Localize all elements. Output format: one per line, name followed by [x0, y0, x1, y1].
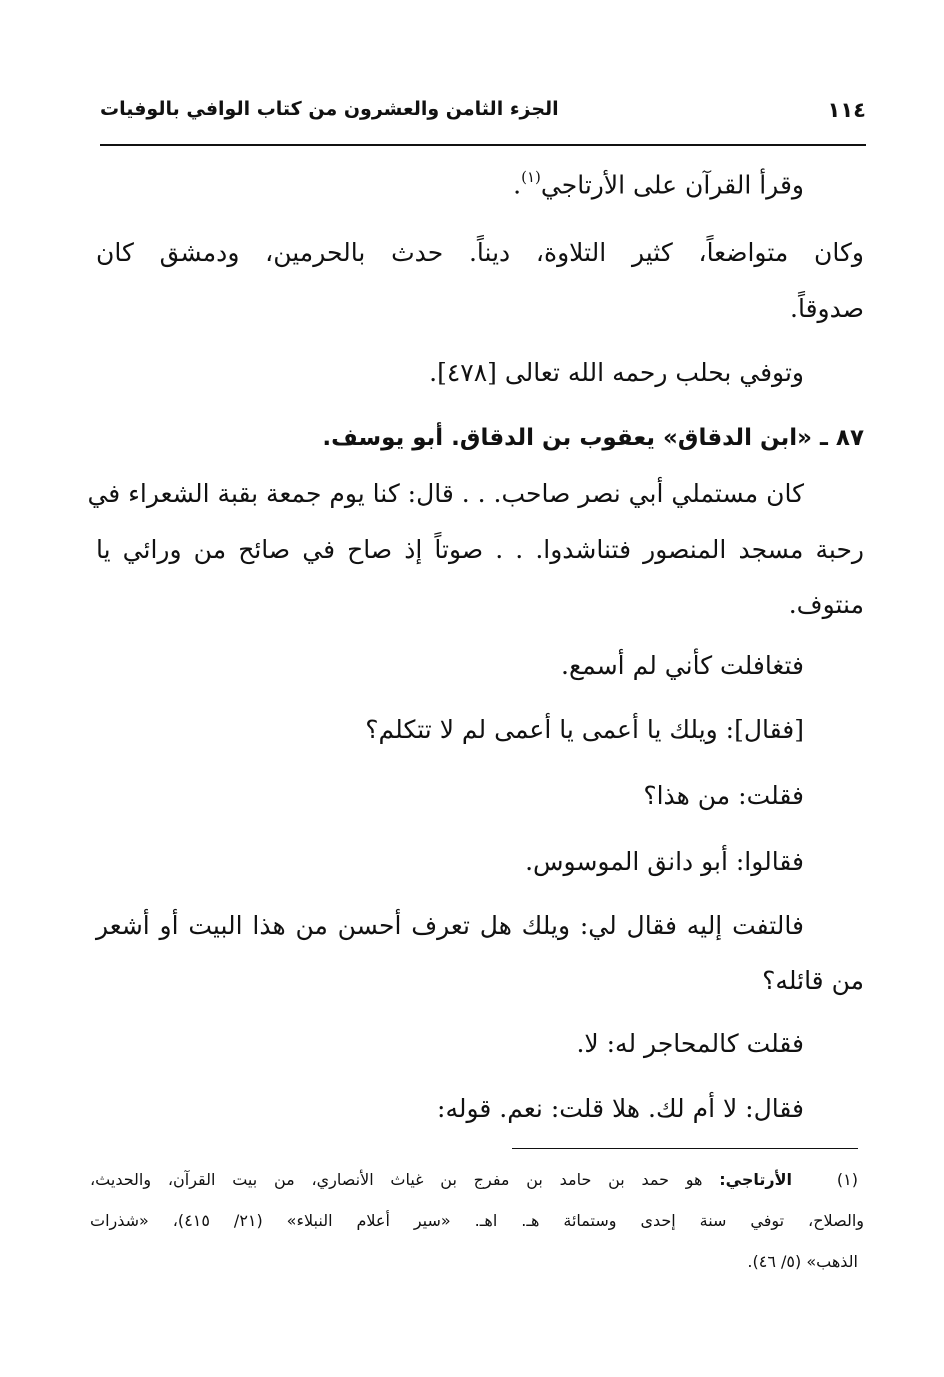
footnote-line-1: [90, 1170, 792, 1189]
body-line-15: فقال: لا أم لك. هلا قلت: نعم. قوله:: [437, 1094, 804, 1123]
body-line-13: من قائله؟: [762, 966, 864, 995]
body-line-9: [فقال]: ويلك يا أعمى يا أعمى لم لا تتكلم؟: [365, 715, 804, 744]
footnote-line-2: والصلاح، توفي سنة إحدى وستمائة هـ. اهـ. «سير أعلام النبلاء» (٢١/ ٤١٥)، «شذرات: [90, 1211, 865, 1230]
body-line-6: رحبة مسجد المنصور فتناشدوا. . . صوتاً إذ صاح في صائح من ورائي يا: [96, 535, 864, 564]
body-line-12: فالتفت إليه فقال لي: ويلك هل تعرف أحسن من هذا البيت أو أشعر: [96, 911, 804, 940]
page-number: ١١٤: [827, 98, 866, 122]
header-rule: [100, 144, 866, 146]
footnote-name: الأرتاجي:: [719, 1170, 792, 1189]
footnote-line-1-text: هو حمد بن حامد بن مفرج بن غياث الأنصاري، من بيت القرآن، والحديث،: [90, 1170, 703, 1189]
body-line-14: فقلت كالمحاجر له: لا.: [576, 1029, 804, 1058]
footnote-marker: (١): [836, 1170, 858, 1189]
body-line-1-end: .: [513, 170, 522, 200]
footnote-ref-1[interactable]: (١): [521, 168, 541, 186]
body-line-3: صدوقاً.: [790, 294, 864, 323]
body-line-8: فتغافلت كأني لم أسمع.: [561, 651, 804, 680]
footnote-line-3: الذهب» (٥/ ٤٦).: [747, 1252, 858, 1271]
body-line-10: فقلت: من هذا؟: [643, 781, 804, 810]
body-line-5: كان مستملي أبي نصر صاحب. . . قال: كنا يوم جمعة بقبة الشعراء في: [87, 479, 804, 508]
footnote-rule: [512, 1148, 858, 1149]
body-line-7: منتوف.: [788, 590, 864, 619]
running-header-title: الجزء الثامن والعشرون من كتاب الوافي بالوفيات: [100, 98, 559, 120]
body-line-1-text: وقرأ القرآن على الأرتاجي: [540, 170, 804, 200]
entry-heading: ٨٧ ـ «ابن الدقاق» يعقوب بن الدقاق. أبو يوسف.: [322, 425, 864, 451]
body-line-1: [513, 168, 804, 200]
body-line-4: وتوفي بحلب رحمه الله تعالى [٤٧٨].: [429, 358, 804, 387]
body-line-11: فقالوا: أبو دانق الموسوس.: [525, 847, 804, 876]
body-line-2: وكان متواضعاً، كثير التلاوة، ديناً. حدث بالحرمين، ودمشق كان: [96, 238, 864, 267]
